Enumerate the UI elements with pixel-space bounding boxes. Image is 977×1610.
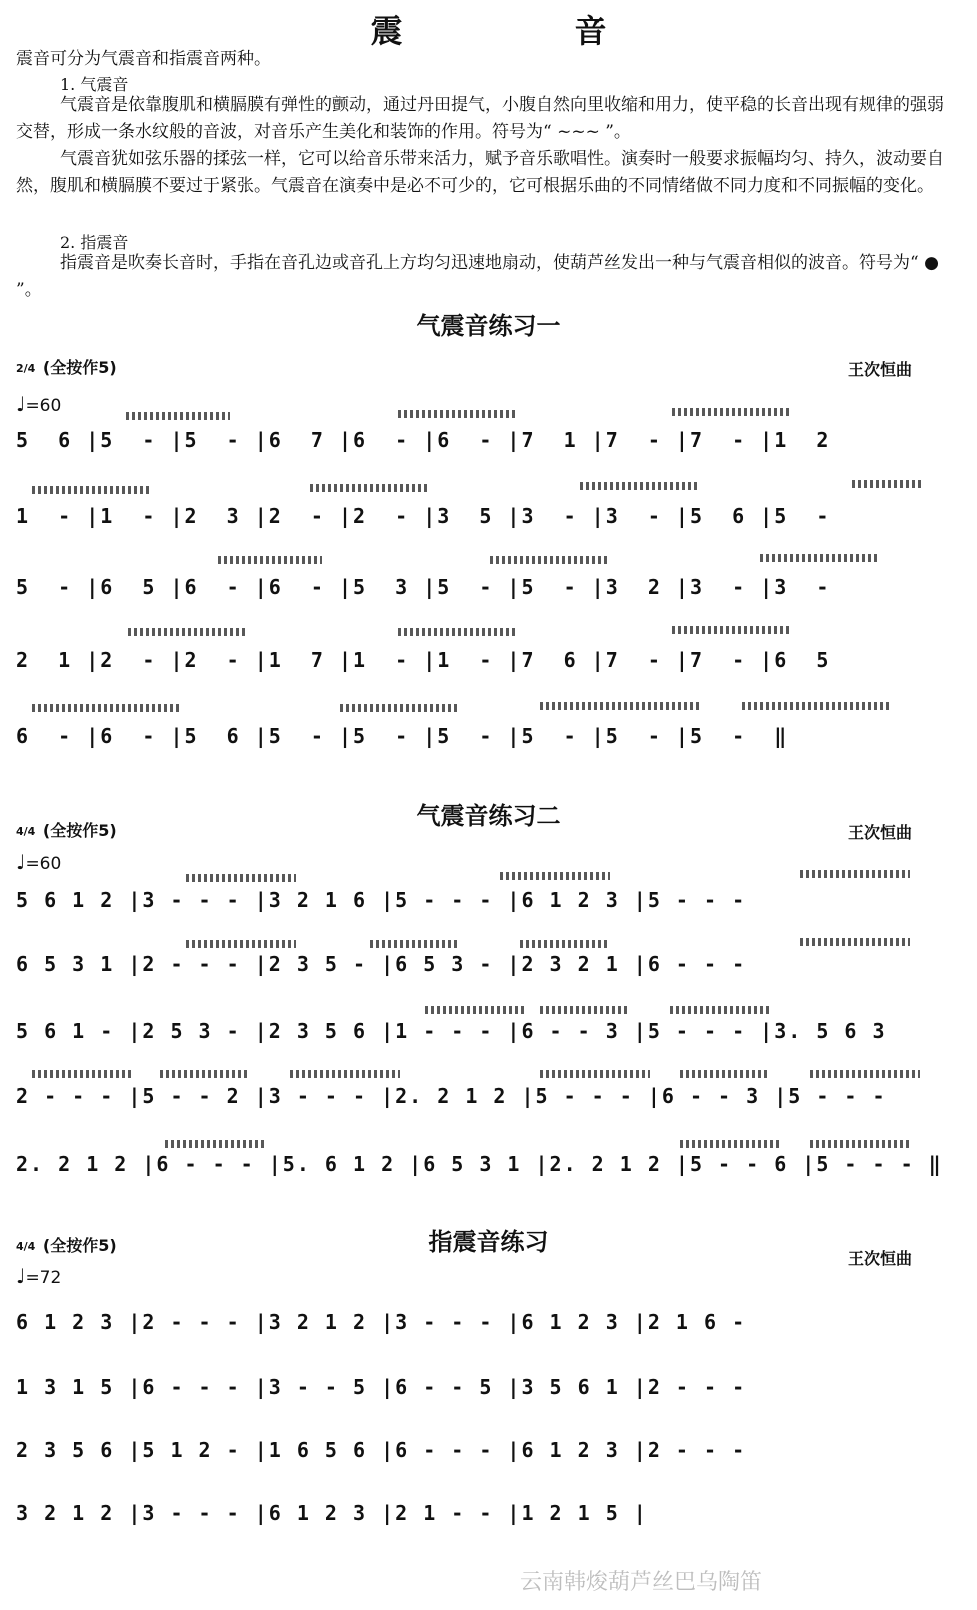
- paragraph-qi-1: 气震音是依靠腹肌和横膈膜有弹性的颤动，通过丹田提气，小腹自然向里收缩和用力，使平稳的长音出现有规律的强弱交替，形成一条水纹般的音波，对音乐产生美化和装饰的作用。符号为“ ~~~ ”。: [16, 95, 944, 142]
- quarter-note-icon: ♩: [16, 850, 26, 874]
- meter-marking: [16, 355, 117, 378]
- paragraph-zhi-1: 指震音是吹奏长音时，手指在音孔边或音孔上方均匀迅速地扇动，使葫芦丝发出一种与气震音相似的波音。符号为“ ● ”。: [16, 253, 939, 300]
- composer-credit: 王次恒曲: [848, 823, 913, 842]
- staff-line: 2 - - - |5 - - 2 |3 - - - |2. 2 1 2 |5 - - - |6 - - 3 |5 - - -: [16, 1084, 887, 1108]
- staff-line: 6 - |6 - |5 6 |5 - |5 - |5 - |5 - |5 - |5 - ‖: [16, 724, 789, 748]
- staff-line: 5 6 1 - |2 5 3 - |2 3 5 6 |1 - - - |6 - - 3 |5 - - - |3. 5 6 3: [16, 1019, 887, 1043]
- staff-line: 1 3 1 5 |6 - - - |3 - - 5 |6 - - 5 |3 5 6 1 |2 - - -: [16, 1375, 747, 1399]
- time-signature: 4/4: [16, 1239, 36, 1253]
- tempo-marking: [16, 850, 61, 874]
- tempo-marking: [16, 392, 61, 416]
- staff-line: 1 - |1 - |2 3 |2 - |2 - |3 5 |3 - |3 - |5 6 |5 -: [16, 504, 831, 528]
- page-title: 震 音: [370, 12, 677, 50]
- key-note: (全按作5): [42, 821, 117, 840]
- time-signature: 4/4: [16, 824, 36, 838]
- staff-line: 5 6 1 2 |3 - - - |3 2 1 6 |5 - - - |6 1 2 3 |5 - - -: [16, 888, 747, 912]
- staff-line: 6 1 2 3 |2 - - - |3 2 1 2 |3 - - - |6 1 2 3 |2 1 6 -: [16, 1310, 747, 1334]
- staff-line: 5 6 |5 - |5 - |6 7 |6 - |6 - |7 1 |7 - |7 - |1 2: [16, 428, 831, 452]
- paragraph-qi-2: 气震音犹如弦乐器的揉弦一样，它可以给音乐带来活力，赋予音乐歌唱性。演奏时一般要求振幅均匀、持久，波动要自然，腹肌和横膈膜不要过于紧张。气震音在演奏中是必不可少的，它可根据乐曲的不同情绪做不同力度和不同振幅的变化。: [16, 149, 944, 196]
- staff-line: 5 - |6 5 |6 - |6 - |5 3 |5 - |5 - |3 2 |3 - |3 -: [16, 575, 831, 599]
- quarter-note-icon: ♩: [16, 1264, 26, 1288]
- watermark-text: 云南韩焌葫芦丝巴乌陶笛: [520, 1570, 763, 1595]
- tempo-marking: [16, 1264, 61, 1288]
- composer-credit: 王次恒曲: [848, 360, 913, 379]
- composer-credit: 王次恒曲: [848, 1249, 913, 1268]
- quarter-note-icon: ♩: [16, 392, 26, 416]
- key-note: (全按作5): [42, 1236, 117, 1255]
- meter-marking: [16, 818, 117, 841]
- tempo-value: =60: [25, 396, 62, 416]
- staff-line: 3 2 1 2 |3 - - - |6 1 2 3 |2 1 - - |1 2 1 5 |: [16, 1501, 648, 1525]
- tempo-value: =72: [25, 1268, 62, 1288]
- staff-line: 2. 2 1 2 |6 - - - |5. 6 1 2 |6 5 3 1 |2. 2 1 2 |5 - - 6 |5 - - - ‖: [16, 1152, 943, 1176]
- intro-line: 震音可分为气震音和指震音两种。: [16, 49, 271, 69]
- key-note: (全按作5): [42, 358, 117, 377]
- exercise-heading: 气震音练习二: [416, 802, 561, 830]
- section-heading-zhi: 2. 指震音: [60, 233, 129, 252]
- meter-marking: [16, 1233, 117, 1256]
- section-heading-qi: 1. 气震音: [60, 75, 129, 94]
- staff-line: 2 3 5 6 |5 1 2 - |1 6 5 6 |6 - - - |6 1 2 3 |2 - - -: [16, 1438, 747, 1462]
- exercise-heading: 指震音练习: [428, 1228, 549, 1256]
- tempo-value: =60: [25, 854, 62, 874]
- time-signature: 2/4: [16, 361, 36, 375]
- staff-line: 6 5 3 1 |2 - - - |2 3 5 - |6 5 3 - |2 3 2 1 |6 - - -: [16, 952, 747, 976]
- staff-line: 2 1 |2 - |2 - |1 7 |1 - |1 - |7 6 |7 - |7 - |6 5: [16, 648, 831, 672]
- exercise-heading: 气震音练习一: [416, 312, 561, 340]
